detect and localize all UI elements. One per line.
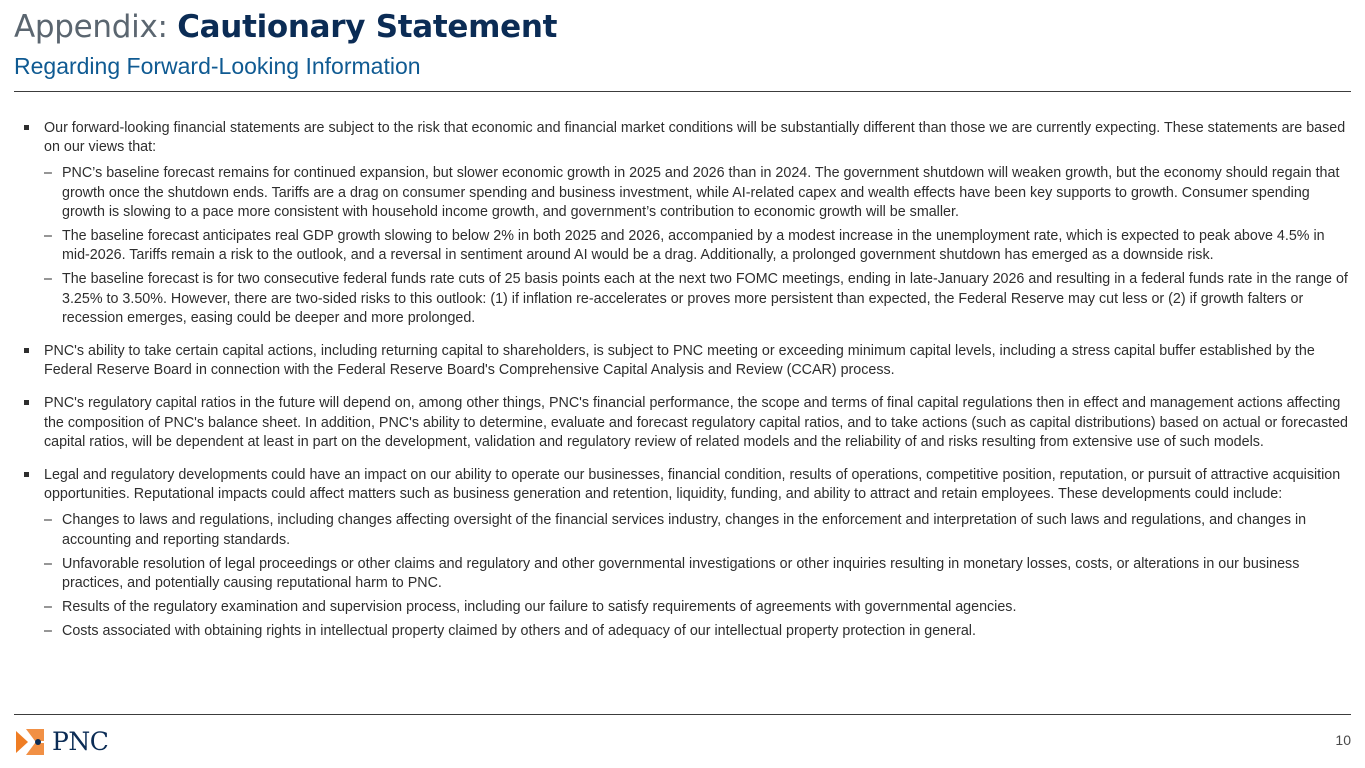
- sub-bullet-text: Unfavorable resolution of legal proceedings or other claims and regulatory and other governmental investigations or other inquiries resulting in monetary losses, costs, or alterations in our business practices, and potentially causing reputational harm to PNC.: [62, 555, 1300, 592]
- dash-marker: –: [44, 512, 52, 529]
- title-accent: Cautionary Statement: [177, 9, 558, 45]
- bullet-item: [24, 466, 1354, 642]
- sub-bullet-text: PNC’s baseline forecast remains for continued expansion, but slower economic growth in 2025 and 2026 than in 2024. The government shutdown will weaken growth, but the economy should regain that growth once the shutdown ends. Tariffs are a drag on consumer spending and business investment, while AI-related capex and wealth effects have been key supports to growth. Consumer spending growth is slowing to a pace more consistent with household income growth, and government’s contribution to economic growth will be smaller.: [62, 165, 1340, 220]
- bullet-item: [24, 342, 1354, 380]
- sub-bullet-item: [44, 164, 1354, 222]
- page-subtitle: Regarding Forward-Looking Information: [14, 53, 421, 79]
- pnc-logo: [14, 727, 108, 757]
- sub-bullet-list: [44, 164, 1354, 328]
- dash-marker: –: [44, 271, 52, 288]
- sub-bullet-text: Results of the regulatory examination and supervision process, including our failure to satisfy requirements of agreements with governmental agencies.: [62, 599, 1017, 616]
- sub-bullet-item: [44, 227, 1354, 265]
- sub-bullet-text: The baseline forecast is for two consecutive federal funds rate cuts of 25 basis points each at the next two FOMC meetings, ending in late-January 2026 and resulting in a federal funds rate in the range of 3.25% to 3.50%. However, there are two-sided risks to this outlook: (1) if inflation re-accelerates or proves more persistent than expected, the Federal Reserve may cut less or (2) if growth falters or recession emerges, easing could be deeper and more prolonged.: [62, 271, 1348, 326]
- dash-marker: –: [44, 165, 52, 182]
- bullet-text: Our forward-looking financial statements are subject to the risk that economic and financial market conditions will be substantially different than those we are currently expecting. These statements are based on our views that:: [44, 120, 1346, 156]
- sub-bullet-text: The baseline forecast anticipates real GDP growth slowing to below 2% in both 2025 and 2026, accompanied by a modest increase in the unemployment rate, which is expected to peak above 4.5% in mid-2026. Tariffs remain a risk to the outlook, and a reversal in sentiment around AI would be a drag. Additionally, a prolonged government shutdown has emerged as a downside risk.: [62, 228, 1325, 264]
- dash-marker: –: [44, 555, 52, 572]
- header-divider: [14, 91, 1351, 92]
- dash-marker: –: [44, 623, 52, 640]
- page-number: 10: [1335, 732, 1351, 748]
- bullet-square-icon: [24, 472, 29, 477]
- sub-bullet-text: Changes to laws and regulations, including changes affecting oversight of the financial services industry, changes in the enforcement and interpretation of such laws and regulations, and changes in accounting and reporting standards.: [62, 512, 1307, 548]
- title-prefix: Appendix:: [14, 9, 168, 45]
- bullet-square-icon: [24, 348, 29, 353]
- statement-body: [24, 119, 1354, 656]
- bullet-item: [24, 119, 1354, 328]
- sub-bullet-text: Costs associated with obtaining rights in intellectual property claimed by others and of adequacy of our intellectual property protection in general.: [62, 623, 976, 640]
- bullet-item: [24, 394, 1354, 452]
- sub-bullet-item: [44, 555, 1354, 593]
- bullet-text: PNC's ability to take certain capital actions, including returning capital to shareholders, is subject to PNC meeting or exceeding minimum capital levels, including a stress capital buffer established by the Federal Reserve Board in connection with the Federal Reserve Board's Comprehensive Capital Analysis and Review (CCAR) process.: [44, 343, 1315, 379]
- sub-bullet-list: [44, 511, 1354, 641]
- bullet-square-icon: [24, 125, 29, 130]
- page-title: [14, 8, 557, 46]
- logo-wordmark: PNC: [52, 727, 109, 756]
- bullet-text: PNC's regulatory capital ratios in the future will depend on, among other things, PNC's financial performance, the scope and terms of final capital regulations then in effect and management actions affecting the composition of PNC's balance sheet. In addition, PNC's ability to determine, evaluate and forecast regulatory capital ratios, and to take actions (such as capital distributions) based on actual or forecasted capital ratios, will be dependent at least in part on the development, validation and regulatory review of related models and the reliability of and risks resulting from extensive use of such models.: [44, 395, 1349, 450]
- dash-marker: –: [44, 228, 52, 245]
- sub-bullet-item: [44, 270, 1354, 328]
- sub-bullet-item: [44, 598, 1354, 617]
- bullet-text: Legal and regulatory developments could have an impact on our ability to operate our businesses, financial condition, results of operations, competitive position, reputation, or pursuit of attractive acquisition opportunities. Reputational impacts could affect matters such as business generation and retention, liquidity, funding, and ability to attract and retain employees. These developments could include:: [44, 467, 1341, 503]
- bullet-square-icon: [24, 400, 29, 405]
- pnc-logo-icon: [14, 727, 46, 757]
- sub-bullet-item: [44, 622, 1354, 641]
- sub-bullet-item: [44, 511, 1354, 549]
- dash-marker: –: [44, 599, 52, 616]
- footer-divider: [14, 714, 1351, 715]
